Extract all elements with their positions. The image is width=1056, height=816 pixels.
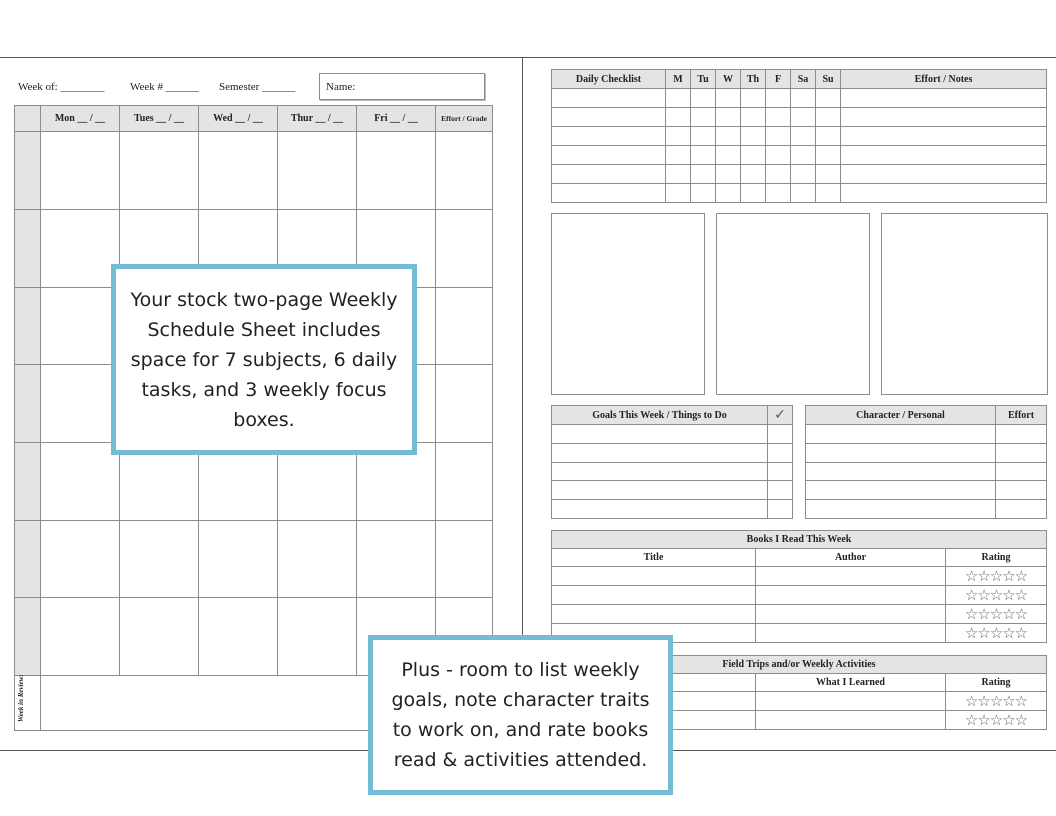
books-title: Books I Read This Week <box>552 531 1047 549</box>
star-rating-icon[interactable]: ☆☆☆☆☆ <box>946 567 1047 586</box>
checklist-row <box>552 165 1047 184</box>
name-label: Name: <box>326 81 356 93</box>
effort-notes-header: Effort / Notes <box>841 70 1047 89</box>
schedule-callout-text: Your stock two-page Weekly Schedule Sheet includes space for 7 subjects, 6 daily tasks, and 3 weekly focus boxes. <box>130 288 398 431</box>
books-header-row <box>552 549 1047 567</box>
star-rating-icon[interactable]: ☆☆☆☆☆ <box>946 692 1047 711</box>
semester-field: Semester ______ <box>219 81 296 93</box>
col-friday: Fri __ / __ <box>357 106 436 132</box>
goals-header-row <box>552 406 793 425</box>
checklist-row <box>552 184 1047 203</box>
top-border <box>0 57 1056 58</box>
books-col-title: Title <box>552 549 756 567</box>
day-w: W <box>716 70 741 89</box>
plus-callout-text: Plus - room to list weekly goals, note character traits to work on, and rate books read & activities attended. <box>391 659 650 771</box>
week-in-review-label: Week in Review: <box>17 674 25 722</box>
schedule-callout <box>111 264 417 455</box>
star-rating-icon[interactable]: ☆☆☆☆☆ <box>946 624 1047 643</box>
col-monday: Mon __ / __ <box>41 106 120 132</box>
week-of-field: Week of: ________ <box>18 81 105 93</box>
focus-box-3 <box>881 213 1048 395</box>
day-tu: Tu <box>691 70 716 89</box>
trips-col-rating: Rating <box>946 674 1047 692</box>
schedule-header-row <box>15 106 493 132</box>
star-rating-icon[interactable]: ☆☆☆☆☆ <box>946 605 1047 624</box>
day-f: F <box>766 70 791 89</box>
col-tuesday: Tues __ / __ <box>120 106 199 132</box>
subject-row <box>15 132 493 210</box>
books-col-author: Author <box>756 549 946 567</box>
character-title: Character / Personal <box>806 406 996 425</box>
focus-box-1 <box>551 213 705 395</box>
goals-table <box>551 405 793 519</box>
books-table <box>551 530 1047 643</box>
goals-title: Goals This Week / Things to Do <box>552 406 768 425</box>
corner-cell <box>15 106 41 132</box>
book-row <box>552 586 1047 605</box>
col-effort-grade: Effort / Grade <box>436 106 493 132</box>
checklist-row <box>552 108 1047 127</box>
week-number-field: Week # ______ <box>130 81 199 93</box>
col-thursday: Thur __ / __ <box>278 106 357 132</box>
books-col-rating: Rating <box>946 549 1047 567</box>
focus-box-2 <box>716 213 870 395</box>
name-box <box>319 73 485 100</box>
character-table <box>805 405 1047 519</box>
checklist-row <box>552 127 1047 146</box>
col-wednesday: Wed __ / __ <box>199 106 278 132</box>
field-trips-title: Field Trips and/or Weekly Activities <box>552 656 1047 674</box>
trips-col-learned: What I Learned <box>756 674 946 692</box>
star-rating-icon[interactable]: ☆☆☆☆☆ <box>946 586 1047 605</box>
plus-callout <box>368 635 673 795</box>
day-su: Su <box>816 70 841 89</box>
checklist-header-row <box>552 70 1047 89</box>
subject-row <box>15 521 493 598</box>
day-th: Th <box>741 70 766 89</box>
book-row <box>552 605 1047 624</box>
daily-checklist-title: Daily Checklist <box>552 70 666 89</box>
day-sa: Sa <box>791 70 816 89</box>
checklist-row <box>552 89 1047 108</box>
character-effort-header: Effort <box>996 406 1047 425</box>
checkmark-icon: ✓ <box>768 406 793 425</box>
character-header-row <box>806 406 1047 425</box>
checklist-row <box>552 146 1047 165</box>
day-m: M <box>666 70 691 89</box>
star-rating-icon[interactable]: ☆☆☆☆☆ <box>946 711 1047 730</box>
book-row <box>552 567 1047 586</box>
daily-checklist-table <box>551 69 1047 203</box>
